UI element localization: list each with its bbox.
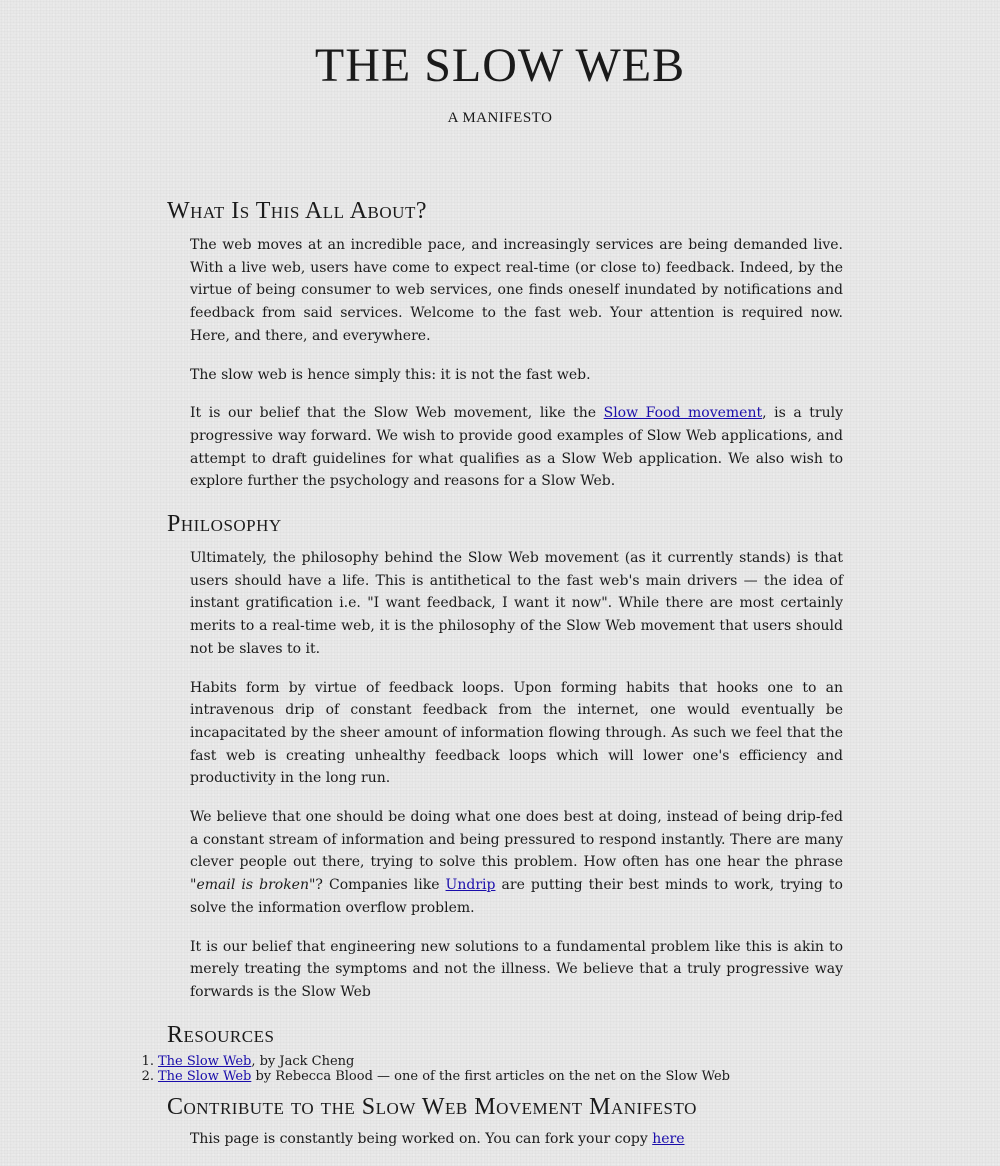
slow-web-jack-cheng-link[interactable]: The Slow Web <box>158 1053 252 1069</box>
section-philosophy <box>167 509 843 1004</box>
resources-list <box>141 1053 843 1084</box>
list-item-text: by Rebecca Blood — one of the first articles on the net on the Slow Web <box>251 1068 730 1084</box>
page-subtitle: A MANIFESTO <box>447 110 553 126</box>
heading-resources: Resources <box>167 1021 275 1048</box>
heading-contribute: Contribute to the Slow Web Movement Manifesto <box>167 1093 697 1120</box>
about-p3-text-after: , is a truly progressive way forward. We wish to provide good examples of Slow Web applications, and attempt to draft guidelines for what qualifies as a Slow Web application. We also wish to explore further the psychology and reasons for a Slow Web. <box>190 405 843 490</box>
section-contribute-body <box>167 1128 843 1151</box>
heading-about: What Is This All About? <box>167 198 427 224</box>
about-paragraph-1: The web moves at an incredible pace, and increasingly services are being demanded live. With a live web, users have come to expect real-time (or close to) feedback. Indeed, by the virtue of being consumer to web services, one finds oneself inundated by notifications and feedback from said services. Welcome to the fast web. Your attention is required now. Here, and there, and everywhere. <box>190 237 843 344</box>
philosophy-paragraph-2: Habits form by virtue of feedback loops. Upon forming habits that hooks one to an intravenous drip of constant feedback from the internet, one would eventually be incapacitated by the sheer amount of information flowing through. As such we feel that the fast web is creating unhealthy feedback loops which will lower one's efficiency and productivity in the long run. <box>190 679 843 787</box>
heading-philosophy: Philosophy <box>167 511 282 538</box>
philosophy-p3-text-before: We believe that one should be doing what one does best at doing, instead of being drip-fed a constant stream of information and being pressured to respond instantly. There are many clever people out there, trying to solve this problem. How often has one hear the phrase " <box>190 809 843 894</box>
undrip-link[interactable]: Undrip <box>445 877 496 894</box>
philosophy-p3-text-mid: "? Companies like <box>308 877 446 894</box>
philosophy-p3-text-after: are putting their best minds to work, trying to solve the information overflow problem. <box>190 877 843 916</box>
slow-food-movement-link[interactable]: Slow Food movement <box>603 405 763 422</box>
philosophy-paragraph-4: It is our belief that engineering new solutions to a fundamental problem like this is akin to merely treating the symptoms and not the illness. We believe that a truly progressive way forwards is the Slow Web <box>190 938 843 1000</box>
list-item-number: 1. <box>141 1053 154 1069</box>
about-paragraph-2: The slow web is hence simply this: it is not the fast web. <box>190 366 591 383</box>
section-about-body <box>167 234 843 493</box>
philosophy-paragraph-3 <box>190 806 843 920</box>
section-resources <box>141 1020 843 1084</box>
list-item-text: , by Jack Cheng <box>251 1053 355 1069</box>
list-item <box>141 1068 843 1084</box>
section-contribute <box>167 1092 843 1151</box>
list-item <box>141 1053 843 1069</box>
section-about <box>167 196 843 493</box>
contribute-paragraph-1 <box>190 1128 843 1151</box>
section-philosophy-body <box>167 547 843 1004</box>
main-content <box>141 196 843 1166</box>
fork-here-link[interactable]: here <box>652 1130 685 1147</box>
philosophy-paragraph-1: Ultimately, the philosophy behind the Slow Web movement (as it currently stands) is that users should have a life. This is antithetical to the fast web's main drivers — the idea of instant gratification i.e. "I want feedback, I want it now". While there are most certainly merits to a real-time web, it is the philosophy of the Slow Web movement that users should not be slaves to it. <box>190 550 843 657</box>
list-item-number: 2. <box>141 1068 154 1084</box>
about-paragraph-3 <box>190 402 843 493</box>
email-is-broken-phrase: email is broken <box>196 877 309 894</box>
contribute-text-before: This page is constantly being worked on. You can fork your copy <box>190 1130 653 1147</box>
about-p3-text-before: It is our belief that the Slow Web movement, like the <box>190 405 604 422</box>
slow-web-rebecca-blood-link[interactable]: The Slow Web <box>158 1068 252 1084</box>
page-title: THE SLOW WEB <box>314 39 686 92</box>
